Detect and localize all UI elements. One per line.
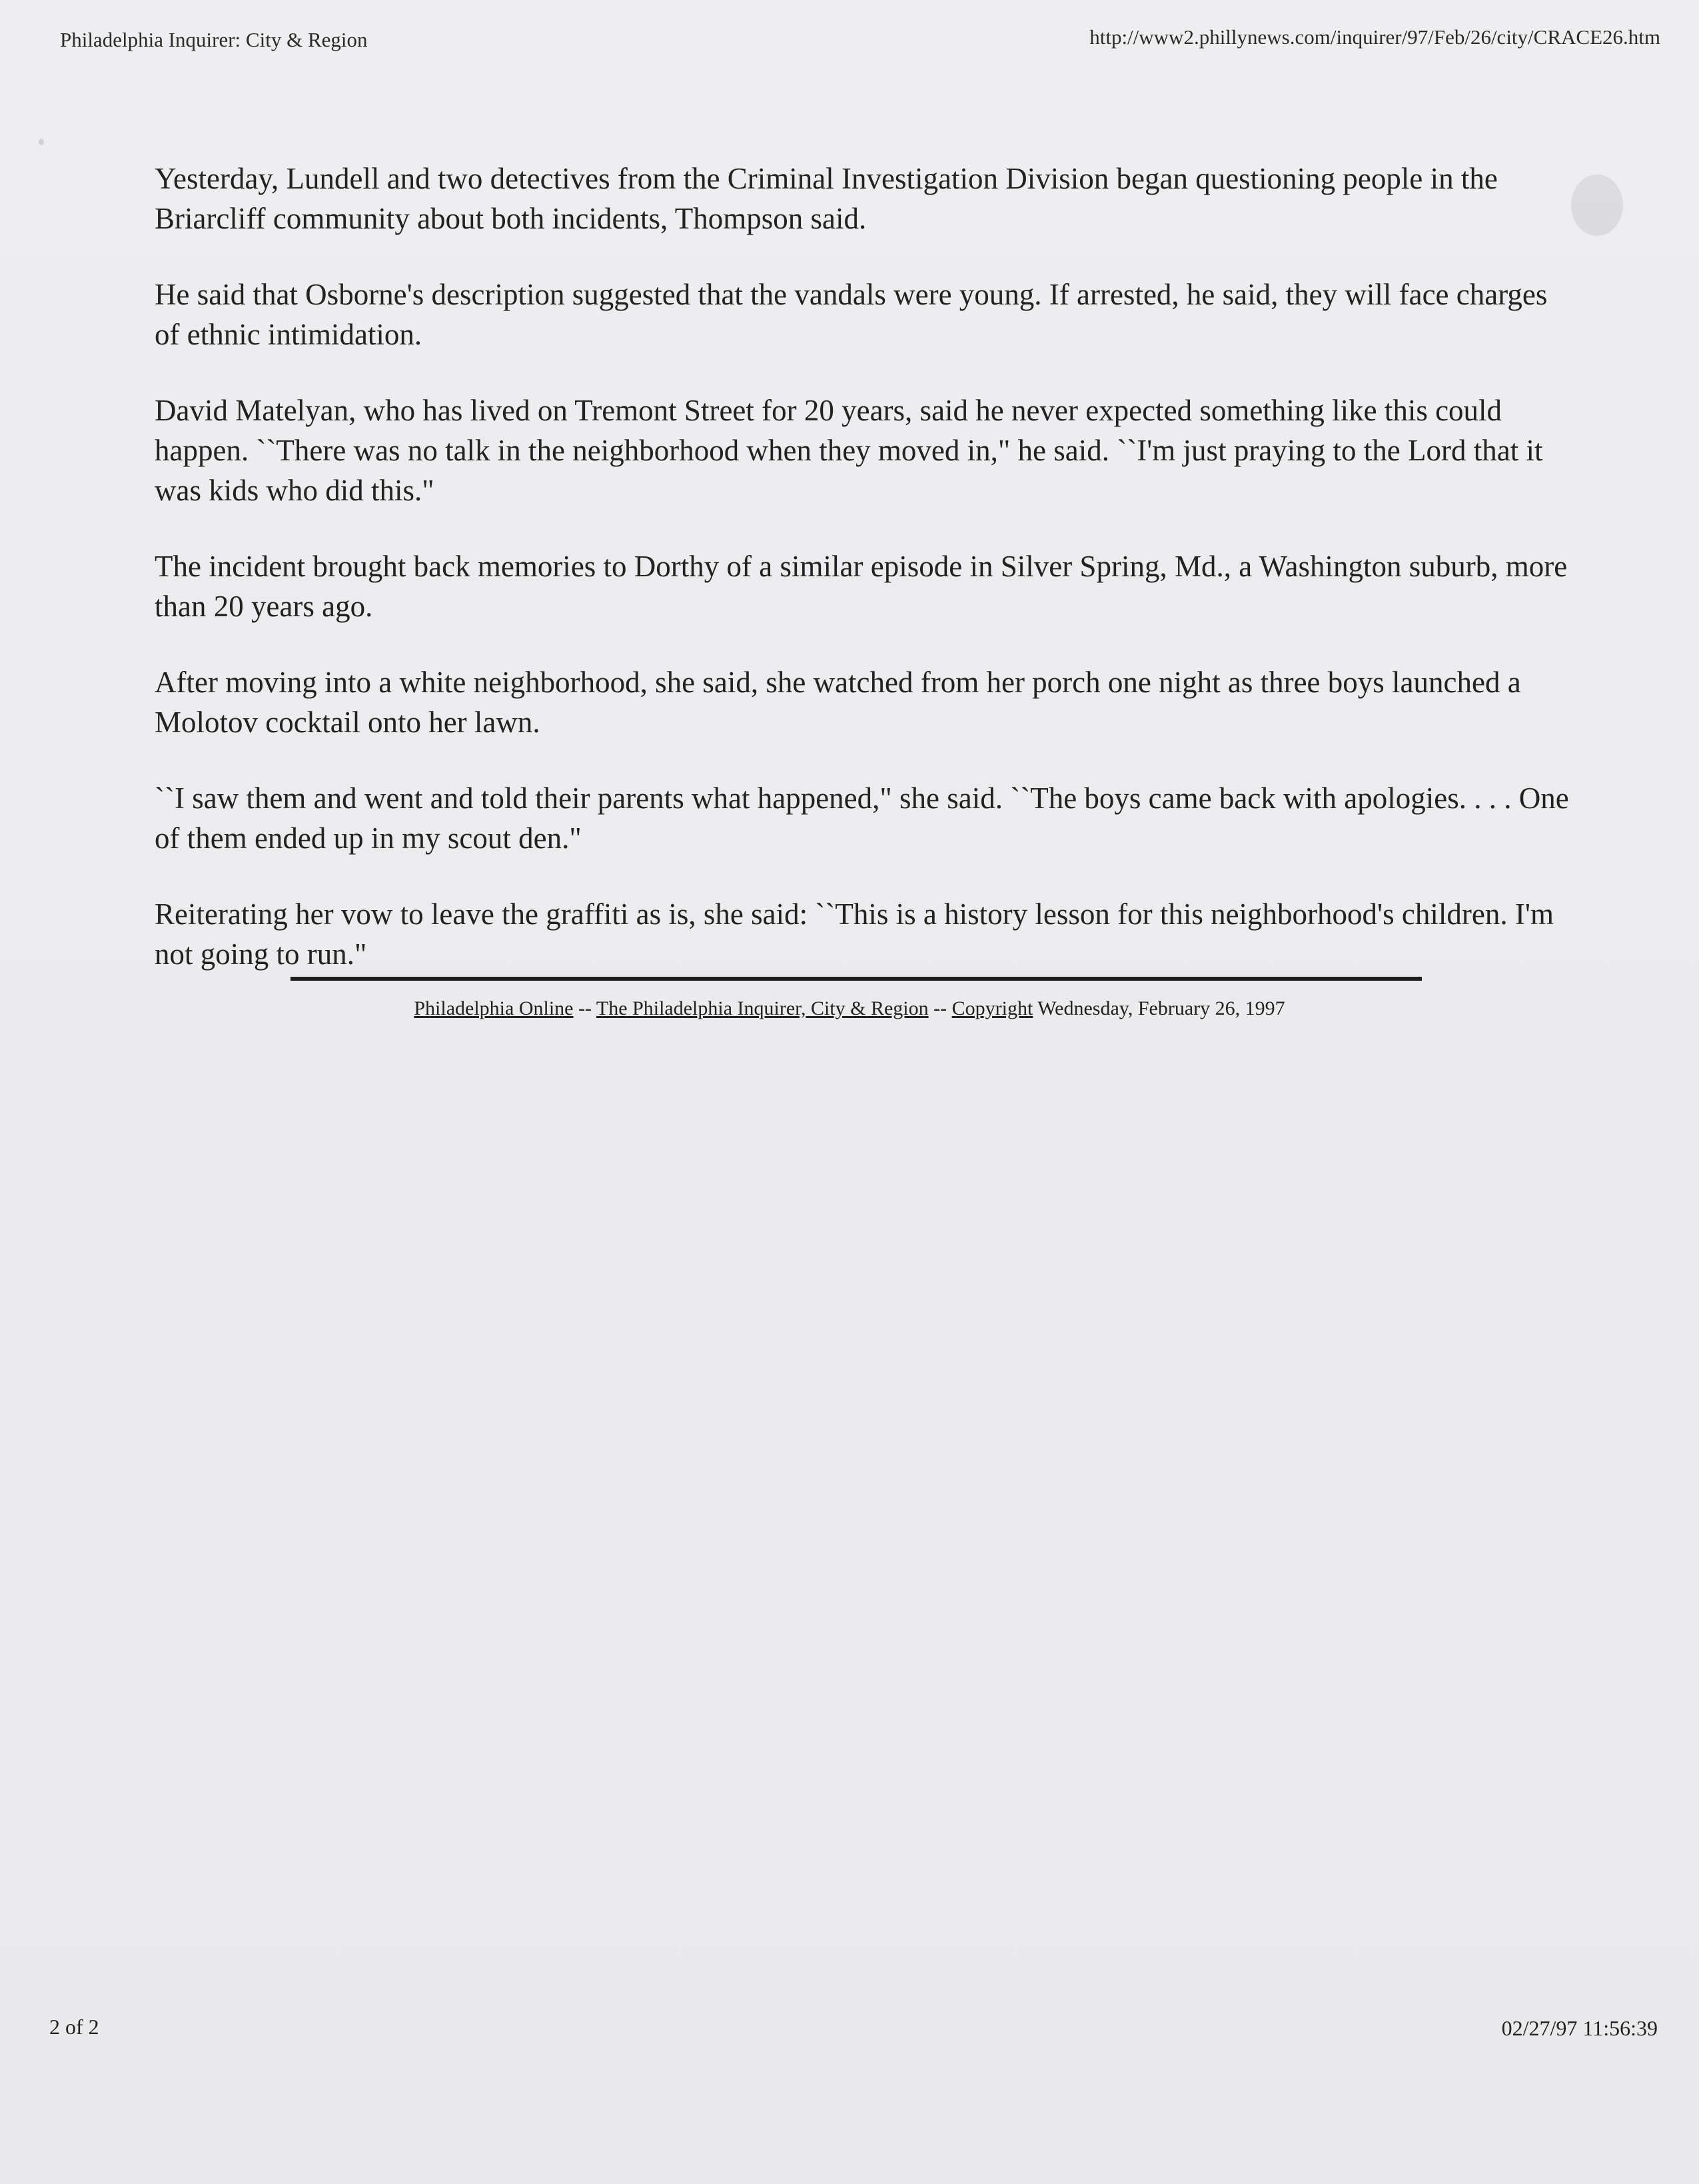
philadelphia-online-link[interactable]: Philadelphia Online (414, 997, 574, 1019)
article-body (155, 159, 1574, 1010)
article-paragraph: The incident brought back memories to Dorthy of a similar episode in Silver Spring, Md., a Washington suburb, more than 20 years ago. (155, 550, 1568, 623)
site-footer (0, 997, 1699, 1020)
scan-smudge (1571, 175, 1623, 236)
print-header-title: Philadelphia Inquirer: City & Region (60, 28, 368, 51)
article-paragraph: Yesterday, Lundell and two detectives from the Criminal Investigation Division began questioning people in the Briarcliff community about both incidents, Thompson said. (155, 162, 1498, 235)
article-paragraph: After moving into a white neighborhood, she said, she watched from her porch one night as three boys launched a Molotov cocktail onto her lawn. (155, 666, 1521, 739)
article-paragraph: David Matelyan, who has lived on Tremont Street for 20 years, said he never expected something like this could happen. ``There was no talk in the neighborhood when they moved in," he said. ``I'm just praying to the Lord that it was kids who did this." (155, 394, 1543, 507)
article-paragraph: Reiterating her vow to leave the graffiti as is, she said: ``This is a history lesson for this neighborhood's children. I'm not going to run." (155, 897, 1554, 971)
scan-speck (39, 139, 44, 145)
copyright-link[interactable]: Copyright (951, 997, 1033, 1019)
footer-date: Wednesday, February 26, 1997 (1033, 997, 1285, 1019)
footer-separator: -- (928, 997, 952, 1019)
inquirer-city-region-link[interactable]: The Philadelphia Inquirer, City & Region (596, 997, 929, 1019)
footer-separator: -- (573, 997, 596, 1019)
article-paragraph: ``I saw them and went and told their parents what happened," she said. ``The boys came back with apologies. . . . One of them ended up in my scout den." (155, 782, 1569, 855)
print-header-url: http://www2.phillynews.com/inquirer/97/Feb/26/city/CRACE26.htm (1089, 25, 1660, 49)
page-number: 2 of 2 (49, 2015, 99, 2039)
article-paragraph: He said that Osborne's description suggested that the vandals were young. If arrested, he said, they will face charges of ethnic intimidation. (155, 278, 1548, 351)
print-timestamp: 02/27/97 11:56:39 (1501, 2016, 1658, 2040)
horizontal-rule (290, 977, 1422, 981)
